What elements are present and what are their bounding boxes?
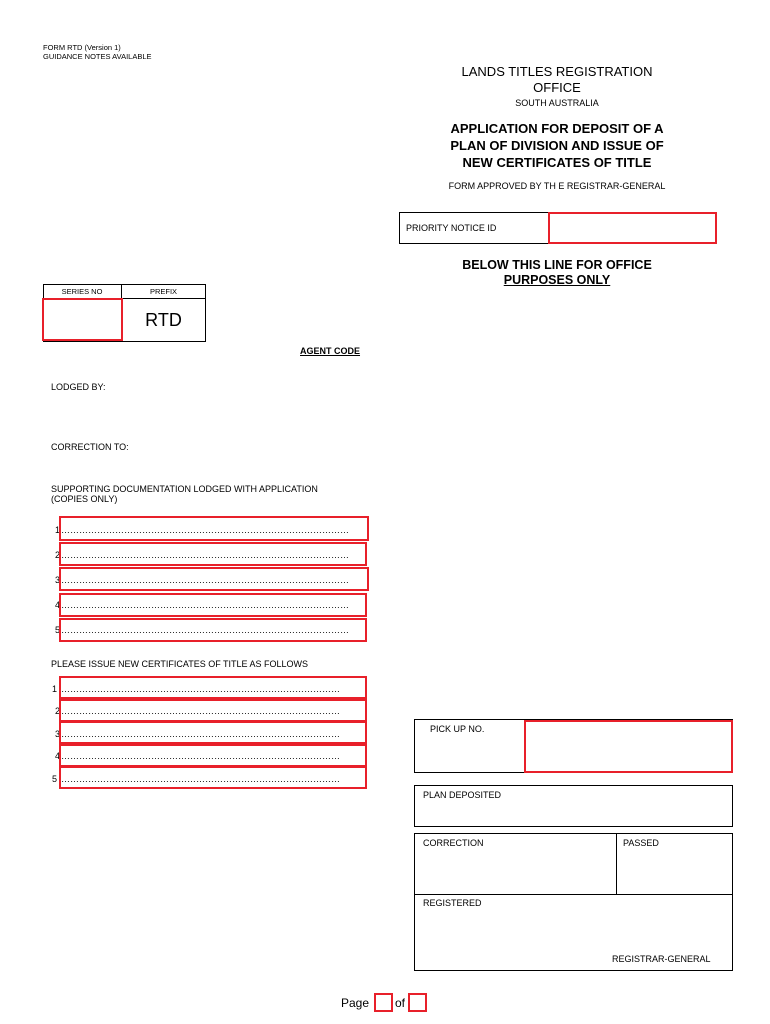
supporting-dots: ……………………………………………………………………………………: [61, 575, 349, 585]
office-use-line-2: [420, 273, 694, 288]
supporting-num: 1: [55, 525, 61, 535]
issue-certificate-5-input[interactable]: [59, 766, 367, 789]
issue-num: 1: [52, 684, 58, 694]
lodged-by-label: LODGED BY:: [51, 382, 106, 392]
issue-dots: …………………………………………………………………………………: [61, 706, 340, 716]
issue-dots: …………………………………………………………………………………: [61, 684, 340, 694]
issue-num: 2: [55, 706, 61, 716]
supporting-num: 4: [55, 600, 61, 610]
issue-dots: …………………………………………………………………………………: [61, 729, 340, 739]
issue-certificate-4-input[interactable]: [59, 744, 367, 767]
pickup-no-input[interactable]: [524, 720, 733, 773]
issue-certificate-2-input[interactable]: [59, 699, 367, 722]
passed-label: PASSED: [623, 838, 659, 848]
office-use-line-2-text: PURPOSES ONLY: [503, 273, 611, 287]
issue-num: 5: [52, 774, 58, 784]
page-label: Page: [341, 996, 370, 1010]
series-no-label: SERIES NO: [61, 287, 103, 296]
form-id: FORM RTD (Version 1): [43, 43, 121, 52]
form-approved: FORM APPROVED BY TH E REGISTRAR-GENERAL: [448, 181, 666, 191]
registered-label: REGISTERED: [423, 898, 482, 908]
supporting-label-2: (COPIES ONLY): [51, 494, 118, 504]
correction-label: CORRECTION: [423, 838, 484, 848]
priority-notice-label: PRIORITY NOTICE ID: [406, 223, 497, 233]
supporting-label-1: SUPPORTING DOCUMENTATION LODGED WITH APPLICATION: [51, 484, 318, 494]
supporting-doc-4-input[interactable]: [59, 593, 367, 617]
approval-vdivider: [616, 833, 617, 894]
office-use-line-1: BELOW THIS LINE FOR OFFICE: [462, 258, 652, 272]
supporting-dots: ……………………………………………………………………………………: [61, 600, 349, 610]
supporting-num: 3: [55, 575, 61, 585]
issue-certificate-1-input[interactable]: [59, 676, 367, 699]
office-line-2: OFFICE: [533, 80, 581, 95]
guidance-notes: GUIDANCE NOTES AVAILABLE: [43, 52, 152, 61]
page-total-input[interactable]: [408, 993, 427, 1012]
correction-to-label: CORRECTION TO:: [51, 442, 129, 452]
supporting-num: 5: [55, 625, 61, 635]
issue-dots: …………………………………………………………………………………: [61, 751, 340, 761]
prefix-value: RTD: [145, 310, 182, 330]
title-line-1: APPLICATION FOR DEPOSIT OF A: [450, 121, 664, 136]
supporting-doc-3-input[interactable]: [59, 567, 369, 591]
issue-certificate-3-input[interactable]: [59, 721, 367, 744]
priority-notice-input[interactable]: [548, 212, 717, 244]
supporting-doc-5-input[interactable]: [59, 618, 367, 642]
supporting-dots: ……………………………………………………………………………………: [61, 550, 349, 560]
approval-hdivider: [414, 894, 733, 895]
of-label: of: [395, 996, 406, 1010]
prefix-label: PREFIX: [149, 287, 178, 296]
plan-deposited-label: PLAN DEPOSITED: [423, 790, 502, 800]
state-label: SOUTH AUSTRALIA: [515, 98, 599, 108]
office-line-1: LANDS TITLES REGISTRATION: [461, 64, 653, 79]
page-number-input[interactable]: [374, 993, 393, 1012]
supporting-dots: ……………………………………………………………………………………: [61, 525, 349, 535]
title-line-2: PLAN OF DIVISION AND ISSUE OF: [450, 138, 664, 153]
agent-code-label: AGENT CODE: [300, 346, 361, 356]
supporting-num: 2: [55, 550, 61, 560]
series-no-input[interactable]: [42, 298, 123, 341]
supporting-doc-1-input[interactable]: [59, 516, 369, 541]
pickup-label: PICK UP NO.: [430, 724, 485, 734]
issue-num: 3: [55, 729, 61, 739]
title-line-3: NEW CERTIFICATES OF TITLE: [462, 155, 652, 170]
issue-dots: …………………………………………………………………………………: [61, 774, 340, 784]
issue-num: 4: [55, 751, 61, 761]
supporting-doc-2-input[interactable]: [59, 542, 367, 566]
registrar-general-label: REGISTRAR-GENERAL: [612, 954, 711, 964]
issue-certificates-label: PLEASE ISSUE NEW CERTIFICATES OF TITLE AS FOLLOWS: [51, 659, 309, 669]
supporting-dots: ……………………………………………………………………………………: [61, 625, 349, 635]
